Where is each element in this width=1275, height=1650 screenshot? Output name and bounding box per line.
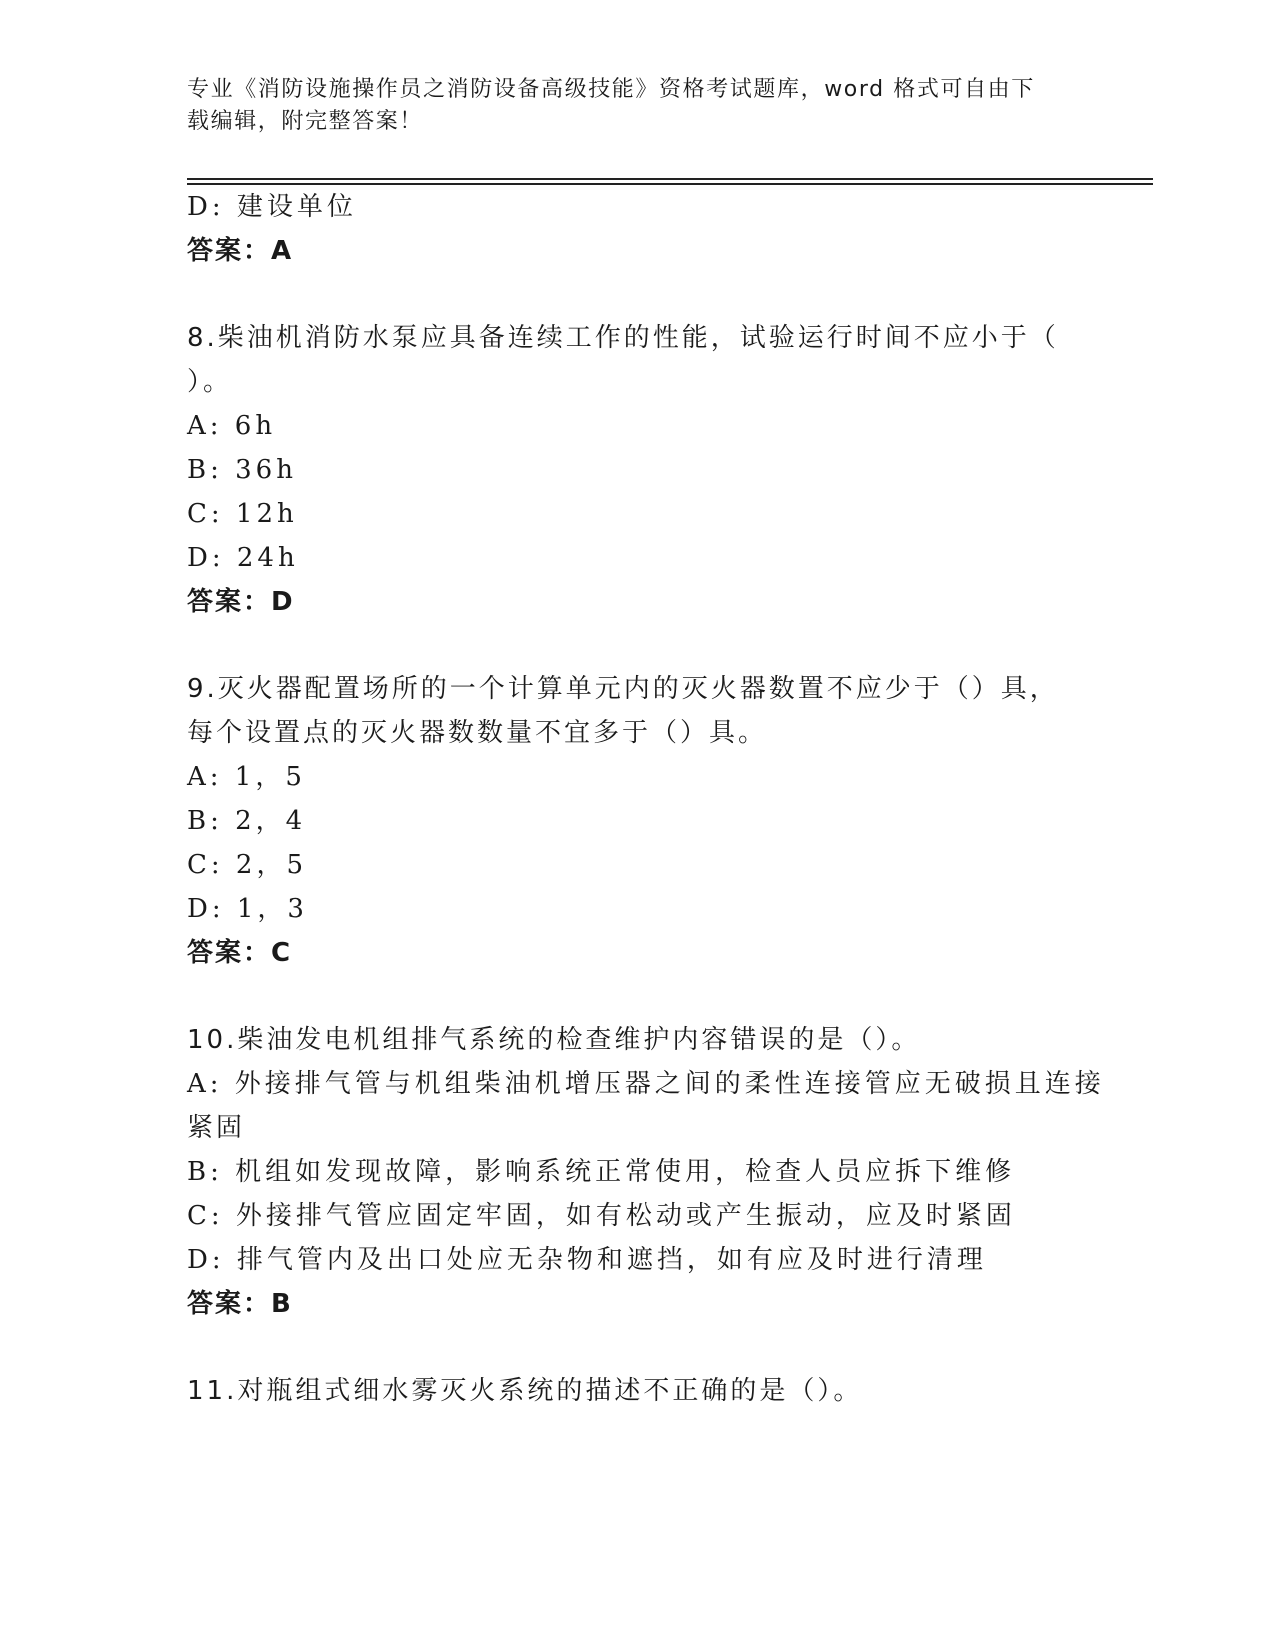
q9-option-a: A: 1，5 xyxy=(187,762,306,792)
q7-answer: 答案：A xyxy=(187,236,294,266)
header-divider-bottom xyxy=(187,183,1153,185)
q11-stem: 11.对瓶组式细水雾灭火系统的描述不正确的是（）。 xyxy=(187,1376,863,1406)
q10-option-d: D: 排气管内及出口处应无杂物和遮挡，如有应及时进行清理 xyxy=(187,1245,987,1275)
q10-option-a-line-2: 紧固 xyxy=(187,1113,246,1143)
q8-option-d: D: 24h xyxy=(187,543,299,573)
q8-answer: 答案：D xyxy=(187,587,295,617)
q9-option-c: C: 2，5 xyxy=(187,850,308,880)
header-divider-top xyxy=(187,178,1153,180)
document-header xyxy=(187,74,1067,138)
header-line-2: 载编辑，附完整答案！ xyxy=(187,109,424,134)
q10-option-a-line-1: A: 外接排气管与机组柴油机增压器之间的柔性连接管应无破损且连接 xyxy=(187,1069,1105,1099)
q10-option-b: B: 机组如发现故障，影响系统正常使用，检查人员应拆下维修 xyxy=(187,1157,1016,1187)
q8-stem-line-1: 8.柴油机消防水泵应具备连续工作的性能，试验运行时间不应小于（ xyxy=(187,323,1059,353)
q8-option-b: B: 36h xyxy=(187,455,297,485)
header-line-1: 专业《消防设施操作员之消防设备高级技能》资格考试题库，word 格式可自由下 xyxy=(187,77,1035,102)
q10-answer: 答案：B xyxy=(187,1289,293,1319)
q9-stem-line-1: 9.灭火器配置场所的一个计算单元内的灭火器数置不应少于（）具， xyxy=(187,674,1059,704)
q9-stem-line-2: 每个设置点的灭火器数数量不宜多于（）具。 xyxy=(187,718,768,748)
q10-stem: 10.柴油发电机组排气系统的检查维护内容错误的是（）。 xyxy=(187,1025,921,1055)
q8-stem-line-2: ）。 xyxy=(187,367,233,397)
q9-option-d: D: 1，3 xyxy=(187,894,308,924)
q9-answer: 答案：C xyxy=(187,938,293,968)
q8-option-a: A: 6h xyxy=(187,411,277,441)
q7-option-d: D: 建设单位 xyxy=(187,192,357,222)
q8-option-c: C: 12h xyxy=(187,499,298,529)
q10-option-c: C: 外接排气管应固定牢固，如有松动或产生振动，应及时紧固 xyxy=(187,1201,1016,1231)
q9-option-b: B: 2，4 xyxy=(187,806,307,836)
